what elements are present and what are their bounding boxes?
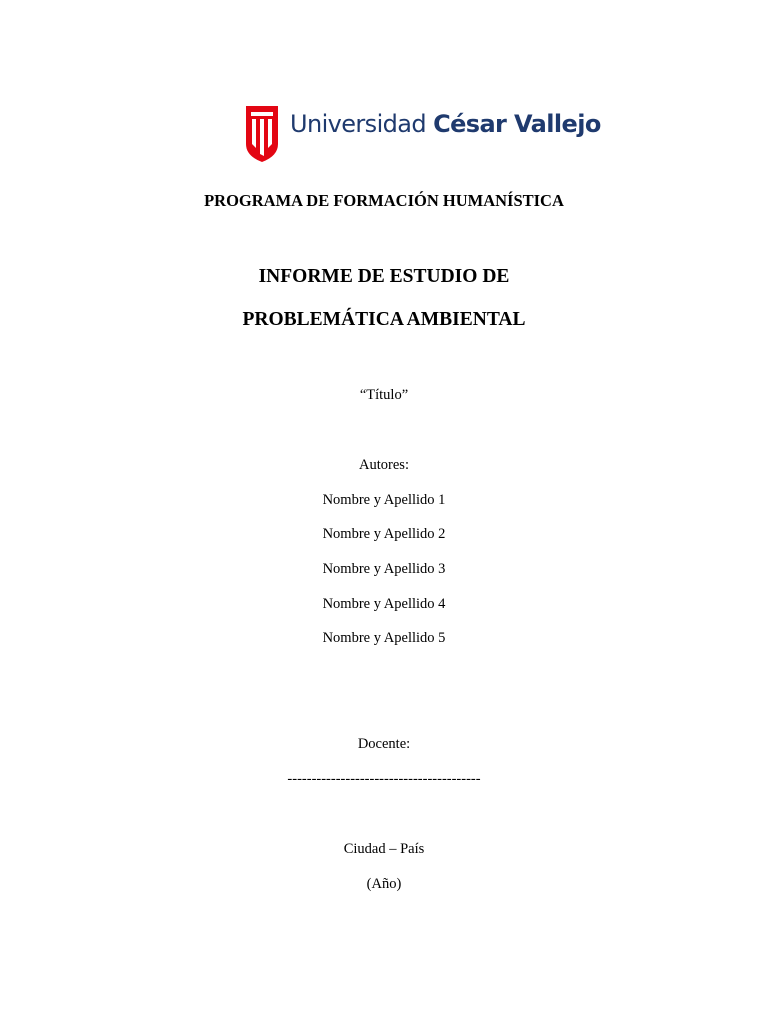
logo-wordmark-regular: Universidad bbox=[290, 110, 427, 138]
author-name-1: Nombre y Apellido 1 bbox=[322, 492, 446, 508]
shield-icon bbox=[244, 104, 280, 164]
teacher-value: ---------------------------------------- bbox=[287, 771, 481, 787]
author-name-4: Nombre y Apellido 4 bbox=[322, 596, 446, 612]
author-name-5: Nombre y Apellido 5 bbox=[322, 630, 446, 646]
logo-wordmark-bold: César Vallejo bbox=[433, 110, 601, 138]
teacher-label: Docente: bbox=[357, 736, 411, 752]
author-name-3: Nombre y Apellido 3 bbox=[322, 561, 446, 577]
authors-label: Autores: bbox=[359, 457, 409, 473]
author-name-2: Nombre y Apellido 2 bbox=[322, 526, 446, 542]
university-logo bbox=[244, 104, 601, 166]
work-title: “Título” bbox=[359, 387, 409, 403]
report-title-line-2: PROBLEMÁTICA AMBIENTAL bbox=[242, 309, 526, 330]
report-title-line-1: INFORME DE ESTUDIO DE bbox=[258, 266, 510, 287]
location: Ciudad – País bbox=[343, 841, 425, 857]
logo-wordmark bbox=[290, 110, 601, 138]
program-heading: PROGRAMA DE FORMACIÓN HUMANÍSTICA bbox=[204, 191, 564, 210]
year: (Año) bbox=[366, 876, 402, 892]
